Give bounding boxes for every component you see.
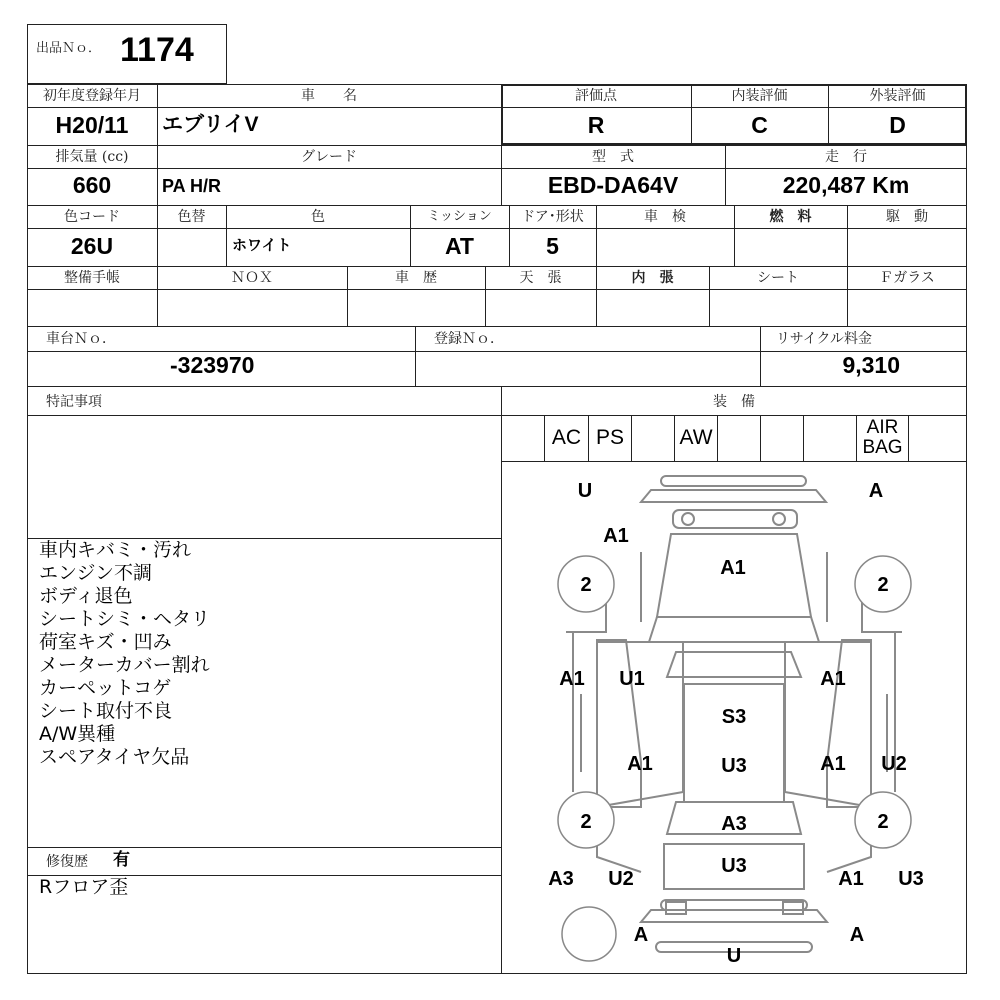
spare-tire — [562, 907, 616, 961]
lot-label: 出品Ｎｏ． — [36, 41, 102, 56]
equip-aw: AW — [679, 426, 713, 449]
mark-tire-front-left: 2 — [580, 574, 592, 596]
note-item: メーターカバー割れ — [39, 654, 210, 676]
mark-tailgate-top: A3 — [721, 813, 747, 835]
drive-label: 駆 動 — [886, 209, 928, 225]
mark-front-door-left-2: U1 — [619, 668, 645, 690]
notes-label: 特記事項 — [46, 394, 102, 410]
interior-value: C — [751, 112, 768, 138]
interior-trim-label: 内 張 — [631, 270, 674, 286]
reg-no-label: 登録Ｎｏ． — [434, 331, 504, 347]
sunroof-label: 天 張 — [519, 270, 562, 286]
mark-tire-rear-left: 2 — [580, 811, 592, 833]
color-change-label: 色替 — [177, 209, 206, 225]
car-name-value: エブリイV — [162, 113, 259, 136]
mark-front-door-left: A1 — [559, 668, 585, 690]
seat-label: シート — [757, 270, 799, 286]
notes-list — [39, 539, 210, 769]
mark-rear-door-left: A1 — [627, 753, 653, 775]
nox-label: ＮＯＸ — [231, 270, 273, 286]
mark-roof: S3 — [721, 706, 747, 728]
mark-rear-bumper-left: A — [633, 924, 649, 946]
mark-front-bumper-left: U — [577, 480, 593, 502]
reg-year-label: 初年度登録年月 — [43, 88, 141, 104]
note-item: カーペットコゲ — [39, 677, 172, 699]
door-label: ドア･形状 — [521, 209, 584, 225]
equip-ac: AC — [551, 426, 582, 449]
grade-value: PA H/R — [162, 176, 222, 196]
equipment-label: 装 備 — [713, 394, 755, 410]
note-item: シートシミ・ヘタリ — [39, 608, 211, 630]
exterior-label: 外装評価 — [869, 88, 926, 104]
note-item: ボディ退色 — [39, 585, 133, 607]
mark-front-door-right: A1 — [820, 668, 846, 690]
note-item: スペアタイヤ欠品 — [39, 746, 190, 768]
door-value: 5 — [546, 233, 559, 259]
equip-airbag: AIR BAG — [862, 417, 903, 458]
grade-label: グレード — [301, 149, 357, 165]
mark-rear-bumper-bottom: U — [726, 945, 742, 967]
displacement-label: 排気量 (cc) — [55, 149, 129, 165]
front-bumper — [641, 476, 826, 528]
mark-tire-front-right: 2 — [877, 574, 889, 596]
exterior-value: D — [889, 112, 906, 138]
reg-year-value: H20/11 — [55, 112, 129, 138]
recycle-label: リサイクル料金 — [776, 331, 873, 347]
chassis-label: 車台Ｎｏ． — [46, 331, 116, 347]
interior-label: 内装評価 — [731, 88, 788, 104]
equip-ps: PS — [595, 426, 624, 449]
model-label: 型 式 — [592, 149, 634, 165]
transmission-label: ミッション — [427, 209, 492, 224]
note-item: 荷室キズ・凹み — [39, 631, 172, 653]
mark-quarter-left: A3 — [548, 868, 574, 890]
color-label: 色 — [311, 209, 325, 225]
chassis-value: -323970 — [170, 352, 255, 378]
mark-quarter-right-2: U3 — [898, 868, 924, 890]
mark-fender-left: A1 — [603, 525, 629, 547]
glass-label: Ｆガラス — [879, 270, 935, 286]
note-item: A/W異種 — [39, 723, 116, 745]
transmission-value: AT — [445, 233, 474, 259]
repair-detail: Rフロア歪 — [39, 876, 129, 898]
mileage-label: 走 行 — [825, 149, 867, 165]
car-name-label: 車 名 — [301, 88, 357, 104]
note-item: 車内キバミ・汚れ — [39, 539, 192, 561]
history-label: 車 歴 — [395, 270, 437, 286]
note-item: エンジン不調 — [39, 562, 153, 584]
fuel-label: 燃 料 — [769, 209, 812, 225]
color-code-label: 色コード — [64, 209, 120, 225]
mark-rear-door-right-2: U2 — [881, 753, 907, 775]
mileage-value: 220,487 Km — [782, 172, 910, 198]
repair-label: 修復歴 — [46, 854, 88, 870]
repair-value: 有 — [113, 850, 130, 870]
mark-rear-door-right: A1 — [820, 753, 846, 775]
recycle-value: 9,310 — [842, 352, 900, 378]
note-item: シート取付不良 — [39, 700, 173, 722]
inspection-label: 車 検 — [644, 209, 686, 225]
mark-quarter-left-2: U2 — [608, 868, 634, 890]
color-code-value: 26U — [70, 233, 114, 259]
score-label: 評価点 — [575, 88, 617, 104]
mark-rear-bumper-right: A — [849, 924, 865, 946]
maintenance-label: 整備手帳 — [64, 270, 120, 286]
lot-number: 1174 — [120, 31, 194, 69]
mark-tailgate: U3 — [721, 855, 747, 877]
displacement-value: 660 — [72, 172, 112, 198]
model-value: EBD-DA64V — [547, 172, 679, 198]
mark-tire-rear-right: 2 — [877, 811, 889, 833]
mark-quarter-right: A1 — [838, 868, 864, 890]
color-value: ホワイト — [232, 237, 292, 254]
score-value: R — [587, 112, 605, 138]
mark-front-bumper-right: A — [868, 480, 884, 502]
mark-hood: A1 — [720, 557, 746, 579]
mark-roof-rear: U3 — [721, 755, 747, 777]
